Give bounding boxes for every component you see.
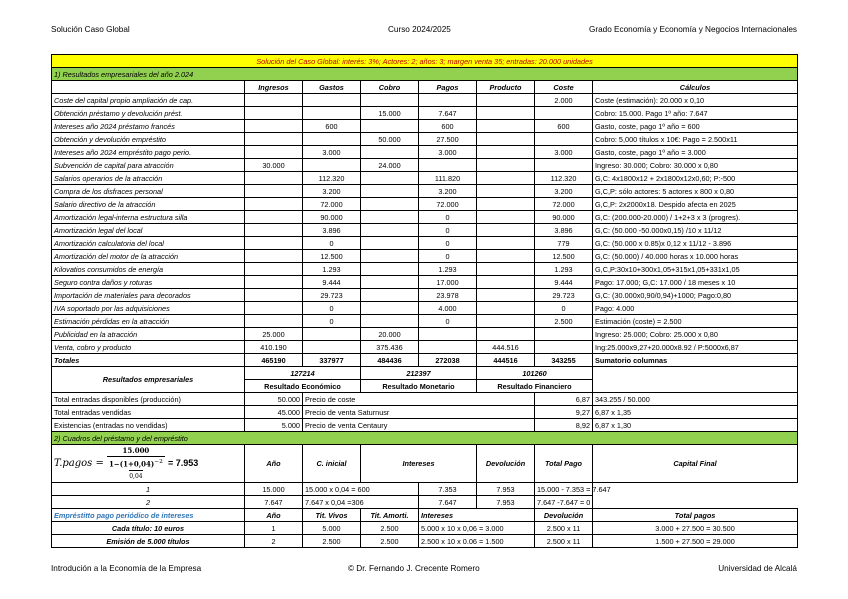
cell-ingresos	[245, 302, 303, 315]
table-row	[52, 172, 798, 185]
cell-ingresos	[245, 94, 303, 107]
section2-title-row	[52, 432, 798, 445]
cell-gastos	[303, 107, 361, 120]
table-row	[52, 107, 798, 120]
footer-right: Universidad de Alcalá	[718, 564, 797, 573]
result-economic-value: 127214	[245, 367, 361, 380]
cell-gastos: 29.723	[303, 289, 361, 302]
cell-gastos: 3.000	[303, 146, 361, 159]
extra-label: Total entradas disponibles (producción)	[52, 393, 245, 406]
loan-total-payment: 7.953	[477, 483, 535, 496]
bond-total-payments: 1.500 + 27.500 = 29.000	[593, 535, 798, 548]
results-label: Resultados empresariales	[52, 367, 245, 393]
header-center: Curso 2024/2025	[388, 25, 451, 34]
cell-calculos: Coste (estimación): 20.000 x 0,10	[593, 94, 798, 107]
cell-ingresos	[245, 263, 303, 276]
totals-note: Sumatorio columnas	[593, 354, 798, 367]
loan-final-capital: 15.000 - 7.353 = 7.647	[535, 483, 593, 496]
cell-gastos: 12.500	[303, 250, 361, 263]
table-row	[52, 393, 798, 406]
loan-row	[52, 483, 798, 496]
cell-coste: 2.500	[535, 315, 593, 328]
totals-row	[52, 354, 798, 367]
loan-col-total-pago: Total Pago	[535, 445, 593, 483]
cell-cobro	[361, 94, 419, 107]
cell-coste: 2.000	[535, 94, 593, 107]
cell-calculos: G,C: (50.000 -50.000x0,15) /10 x 11/12	[593, 224, 798, 237]
cell-pagos: 23.978	[419, 289, 477, 302]
bond-repayment: 2.500 x 11	[535, 522, 593, 535]
cell-cobro	[361, 120, 419, 133]
cell-calculos: Gasto, coste, pago 1º año = 600	[593, 120, 798, 133]
cell-gastos: 3.896	[303, 224, 361, 237]
cell-concept: Amortización del motor de la atracción	[52, 250, 245, 263]
formula-denominator	[107, 457, 165, 482]
cell-cobro: 20.000	[361, 328, 419, 341]
bond-col-intereses: Intereses	[419, 509, 535, 522]
cell-calculos: Cobro: 5,000 títulos x 10€: Pago = 2.500x11	[593, 133, 798, 146]
section1-title-row	[52, 68, 798, 81]
cell-producto	[477, 211, 535, 224]
result-financial-value: 101260	[477, 367, 593, 380]
total-gastos: 337977	[303, 354, 361, 367]
cell-coste	[535, 341, 593, 354]
bond-row	[52, 535, 798, 548]
col-header-ingresos: Ingresos	[245, 81, 303, 94]
cell-concept: Amortización calculatoria del local	[52, 237, 245, 250]
cell-producto	[477, 276, 535, 289]
bond-interest: 2.500 x 10 x 0.06 = 1.500	[419, 535, 535, 548]
cell-producto	[477, 302, 535, 315]
cell-concept: Seguro contra daños y roturas	[52, 276, 245, 289]
cell-pagos: 7.647	[419, 107, 477, 120]
cell-calculos: Estimación (coste) = 2.500	[593, 315, 798, 328]
cell-pagos: 0	[419, 211, 477, 224]
cell-pagos: 17.000	[419, 276, 477, 289]
price-calc: 343.255 / 50.000	[593, 393, 798, 406]
bond-year: 2	[245, 535, 303, 548]
cell-coste: 779	[535, 237, 593, 250]
cell-calculos: G,C,P: 2x2000x18. Despido afecta en 2025	[593, 198, 798, 211]
cell-pagos: 27.500	[419, 133, 477, 146]
cell-concept: Coste del capital propio ampliación de cap.	[52, 94, 245, 107]
formula-den-bottom: 0,04	[129, 470, 142, 482]
cell-concept: Compra de los disfraces personal	[52, 185, 245, 198]
cell-ingresos	[245, 146, 303, 159]
table-row	[52, 120, 798, 133]
bond-total-payments: 3.000 + 27.500 = 30.500	[593, 522, 798, 535]
banner-row	[52, 55, 798, 68]
cell-calculos: G,C: 4x1800x12 + 2x1800x12x0,60; P:-500	[593, 172, 798, 185]
cell-coste	[535, 107, 593, 120]
table-row	[52, 406, 798, 419]
cell-concept: Estimación pérdidas en la atracción	[52, 315, 245, 328]
section2-title: 2) Cuadros del préstamo y del empréstito	[52, 432, 798, 445]
cell-cobro: 24.000	[361, 159, 419, 172]
cell-coste: 112.320	[535, 172, 593, 185]
table-row	[52, 289, 798, 302]
cell-pagos: 0	[419, 224, 477, 237]
cell-ingresos	[245, 289, 303, 302]
cell-coste: 3.200	[535, 185, 593, 198]
loan-total-payment: 7.953	[477, 496, 535, 509]
cell-pagos	[419, 341, 477, 354]
col-header-pagos: Pagos	[419, 81, 477, 94]
bond-amortized-titles: 2.500	[361, 535, 419, 548]
cell-gastos: 112.320	[303, 172, 361, 185]
cell-gastos: 600	[303, 120, 361, 133]
cell-pagos: 3.000	[419, 146, 477, 159]
bond-live-titles: 5.000	[303, 522, 361, 535]
cell-coste: 3.896	[535, 224, 593, 237]
price-value: 6,87	[535, 393, 593, 406]
cell-cobro	[361, 198, 419, 211]
cell-cobro	[361, 250, 419, 263]
total-producto: 444516	[477, 354, 535, 367]
cell-concept: Obtención y devolución empréstito	[52, 133, 245, 146]
loan-interest: 15.000 x 0,04 = 600	[303, 483, 419, 496]
cell-gastos: 0	[303, 302, 361, 315]
bond-label: Empréstitto pago periódico de intereses	[52, 509, 245, 522]
price-value: 9,27	[535, 406, 593, 419]
cell-ingresos	[245, 172, 303, 185]
cell-producto	[477, 172, 535, 185]
cell-concept: IVA soportado por las adquisiciones	[52, 302, 245, 315]
total-ingresos: 465190	[245, 354, 303, 367]
table-row	[52, 302, 798, 315]
loan-col-capital-final: Capital Final	[593, 445, 798, 483]
cell-coste: 12.500	[535, 250, 593, 263]
total-pagos: 272038	[419, 354, 477, 367]
table-row	[52, 211, 798, 224]
cell-producto	[477, 120, 535, 133]
bond-repayment: 2.500 x 11	[535, 535, 593, 548]
totals-label: Totales	[52, 354, 245, 367]
cell-cobro	[361, 172, 419, 185]
price-calc: 6,87 x 1,30	[593, 419, 798, 432]
cell-coste: 90.000	[535, 211, 593, 224]
cell-gastos: 1.293	[303, 263, 361, 276]
loan-col-c-inicial: C. inicial	[303, 445, 361, 483]
table-row	[52, 328, 798, 341]
bond-amortized-titles: 2.500	[361, 522, 419, 535]
cell-ingresos	[245, 198, 303, 211]
extra-value: 45.000	[245, 406, 303, 419]
cell-gastos: 3.200	[303, 185, 361, 198]
cell-producto	[477, 107, 535, 120]
bond-description: Cada título: 10 euros	[52, 522, 245, 535]
table-row	[52, 419, 798, 432]
cell-gastos	[303, 94, 361, 107]
solution-spreadsheet	[51, 54, 798, 548]
price-label: Precio de venta Centaury	[303, 419, 535, 432]
cell-cobro: 50.000	[361, 133, 419, 146]
cell-coste: 600	[535, 120, 593, 133]
col-header-concept	[52, 81, 245, 94]
cell-producto	[477, 159, 535, 172]
cell-coste: 3.000	[535, 146, 593, 159]
section1-title: 1) Resultados empresariales del año 2.024	[52, 68, 798, 81]
cell-calculos: Ing:25.000x9,27+20.000x8.92 / P:5000x6,87	[593, 341, 798, 354]
extra-value: 5.000	[245, 419, 303, 432]
cell-cobro	[361, 302, 419, 315]
cell-concept: Publicidad en la atracción	[52, 328, 245, 341]
table-row	[52, 224, 798, 237]
cell-producto	[477, 198, 535, 211]
cell-cobro	[361, 276, 419, 289]
cell-pagos: 600	[419, 120, 477, 133]
cell-gastos: 72.000	[303, 198, 361, 211]
cell-cobro	[361, 263, 419, 276]
extra-label: Existencias (entradas no vendidas)	[52, 419, 245, 432]
table-row	[52, 94, 798, 107]
cell-coste: 1.293	[535, 263, 593, 276]
cell-producto	[477, 146, 535, 159]
cell-calculos: Gasto, coste, pago 1º año = 3.000	[593, 146, 798, 159]
col-header-calculos: Cálculos	[593, 81, 798, 94]
cell-producto	[477, 133, 535, 146]
cell-concept: Subvención de capital para atracción	[52, 159, 245, 172]
cell-ingresos	[245, 276, 303, 289]
loan-col-intereses: Intereses	[361, 445, 477, 483]
cell-producto	[477, 185, 535, 198]
cell-ingresos	[245, 211, 303, 224]
loan-row	[52, 496, 798, 509]
results-value-row	[52, 367, 798, 380]
loan-year: 1	[52, 483, 245, 496]
cell-concept: Amortización legal del local	[52, 224, 245, 237]
cell-coste: 72.000	[535, 198, 593, 211]
cell-pagos	[419, 94, 477, 107]
result-financial-label: Resultado Financiero	[477, 380, 593, 393]
cell-concept: Amortización legal-interna estructura silla	[52, 211, 245, 224]
result-economic-label: Resultado Económico	[245, 380, 361, 393]
cell-producto: 444.516	[477, 341, 535, 354]
cell-gastos: 0	[303, 237, 361, 250]
cell-concept: Kilovatios consumidos de energía	[52, 263, 245, 276]
cell-calculos: G,C: (50.000 x 0.85)x 0,12 x 11/12 - 3.896	[593, 237, 798, 250]
cell-ingresos: 410.190	[245, 341, 303, 354]
table-row	[52, 250, 798, 263]
formula-result: = 7.953	[167, 458, 199, 469]
result-monetary-label: Resultado Monetario	[361, 380, 477, 393]
cell-cobro	[361, 224, 419, 237]
cell-producto	[477, 315, 535, 328]
cell-coste: 29.723	[535, 289, 593, 302]
loan-interest: 7.647 x 0,04 =306	[303, 496, 419, 509]
loan-header-row	[52, 445, 798, 483]
table-row	[52, 133, 798, 146]
cell-calculos: G,C,P: sólo actores: 5 actores x 800 x 0,80	[593, 185, 798, 198]
cell-ingresos	[245, 237, 303, 250]
cell-gastos	[303, 159, 361, 172]
loan-initial: 7.647	[245, 496, 303, 509]
formula-numerator: 15.000	[107, 445, 165, 457]
cell-pagos: 0	[419, 315, 477, 328]
cell-calculos: G,C: (30.000x0,90/0,94)+1000; Pago:0,80	[593, 289, 798, 302]
formula-exponent: −2	[154, 459, 163, 465]
table-row	[52, 315, 798, 328]
cell-concept: Importación de materiales para decorados	[52, 289, 245, 302]
bond-col-ano: Año	[245, 509, 303, 522]
cell-producto	[477, 94, 535, 107]
loan-repayment: 7.353	[419, 483, 477, 496]
cell-calculos: Pago: 17.000; G,C: 17.000 / 18 meses x 10	[593, 276, 798, 289]
cell-concept: Intereses año 2024 préstamo francés	[52, 120, 245, 133]
cell-ingresos	[245, 315, 303, 328]
table-row	[52, 198, 798, 211]
cell-pagos: 111.820	[419, 172, 477, 185]
cell-cobro	[361, 237, 419, 250]
price-value: 8,92	[535, 419, 593, 432]
total-cobro: 484436	[361, 354, 419, 367]
loan-repayment: 7.647	[419, 496, 477, 509]
loan-final-capital: 7.647 -7.647 = 0	[535, 496, 593, 509]
cell-gastos: 90.000	[303, 211, 361, 224]
cell-gastos	[303, 328, 361, 341]
cell-pagos: 0	[419, 237, 477, 250]
header-right: Grado Economía y Economía y Negocios Internacionales	[589, 25, 797, 34]
banner: Solución del Caso Global: interés: 3%; Actores: 2; años: 3; margen venta 35; entradas: 20.000 unidades	[52, 55, 798, 68]
cell-pagos: 72.000	[419, 198, 477, 211]
cell-gastos	[303, 133, 361, 146]
cell-ingresos	[245, 224, 303, 237]
table-row	[52, 263, 798, 276]
cell-ingresos	[245, 107, 303, 120]
cell-gastos	[303, 341, 361, 354]
cell-cobro	[361, 315, 419, 328]
cell-ingresos	[245, 120, 303, 133]
table-row	[52, 146, 798, 159]
cell-pagos	[419, 328, 477, 341]
formula-fraction	[107, 445, 165, 482]
cell-ingresos: 30.000	[245, 159, 303, 172]
table-row	[52, 159, 798, 172]
bond-col-tit-amorti: Tit. Amorti.	[361, 509, 419, 522]
results-blank	[593, 367, 798, 393]
cell-concept: Intereses año 2024 empréstito pago perio.	[52, 146, 245, 159]
price-label: Precio de coste	[303, 393, 535, 406]
price-label: Precio de venta Saturnusr	[303, 406, 535, 419]
cell-producto	[477, 237, 535, 250]
result-monetary-value: 212397	[361, 367, 477, 380]
cell-coste	[535, 159, 593, 172]
cell-producto	[477, 224, 535, 237]
loan-year: 2	[52, 496, 245, 509]
cell-concept: Venta, cobro y producto	[52, 341, 245, 354]
cell-producto	[477, 263, 535, 276]
bond-interest: 5.000 x 10 x 0,06 = 3.000	[419, 522, 535, 535]
footer-center: © Dr. Fernando J. Crecente Romero	[348, 564, 480, 573]
cell-ingresos: 25.000	[245, 328, 303, 341]
total-coste: 343255	[535, 354, 593, 367]
bond-col-devolucion: Devolución	[535, 509, 593, 522]
cell-pagos: 3.200	[419, 185, 477, 198]
cell-cobro	[361, 185, 419, 198]
cell-ingresos	[245, 133, 303, 146]
cell-calculos: Ingreso: 30.000; Cobro: 30.000 x 0,80	[593, 159, 798, 172]
extra-value: 50.000	[245, 393, 303, 406]
cell-cobro: 375.436	[361, 341, 419, 354]
cell-calculos: Cobro: 15.000. Pago 1º año: 7.647	[593, 107, 798, 120]
loan-col-ano: Año	[245, 445, 303, 483]
cell-concept: Salario directivo de la atracción	[52, 198, 245, 211]
cell-calculos: Ingreso: 25.000; Cobro: 25.000 x 0,80	[593, 328, 798, 341]
cell-concept: Salarios operarios de la atracción	[52, 172, 245, 185]
cell-coste: 0	[535, 302, 593, 315]
cell-ingresos	[245, 185, 303, 198]
cell-calculos: Pago: 4.000	[593, 302, 798, 315]
bond-header-row	[52, 509, 798, 522]
cell-ingresos	[245, 250, 303, 263]
col-header-gastos: Gastos	[303, 81, 361, 94]
cell-producto	[477, 328, 535, 341]
extra-label: Total entradas vendidas	[52, 406, 245, 419]
section1-header-row	[52, 81, 798, 94]
cell-concept: Obtención préstamo y devolución prést.	[52, 107, 245, 120]
cell-cobro	[361, 146, 419, 159]
cell-calculos: G,C: (200.000-20.000) / 1+2+3 x 3 (progres).	[593, 211, 798, 224]
cell-coste: 9.444	[535, 276, 593, 289]
cell-gastos: 9.444	[303, 276, 361, 289]
cell-pagos: 4.000	[419, 302, 477, 315]
cell-pagos: 1.293	[419, 263, 477, 276]
cell-pagos	[419, 159, 477, 172]
header-left: Solución Caso Global	[51, 25, 130, 34]
cell-gastos: 0	[303, 315, 361, 328]
loan-col-devolucion: Devolución	[477, 445, 535, 483]
cell-calculos: G,C: (50.000) / 40.000 horas x 10.000 horas	[593, 250, 798, 263]
table-row	[52, 237, 798, 250]
cell-coste	[535, 328, 593, 341]
cell-cobro	[361, 289, 419, 302]
col-header-producto: Producto	[477, 81, 535, 94]
table-row	[52, 341, 798, 354]
col-header-cobro: Cobro	[361, 81, 419, 94]
payment-formula	[52, 445, 245, 483]
table-row	[52, 276, 798, 289]
cell-cobro	[361, 211, 419, 224]
bond-year: 1	[245, 522, 303, 535]
formula-den-top: 1−(1+0,04)	[109, 459, 155, 469]
cell-pagos: 0	[419, 250, 477, 263]
bond-col-total-pagos: Total pagos	[593, 509, 798, 522]
bond-row	[52, 522, 798, 535]
cell-producto	[477, 250, 535, 263]
loan-initial: 15.000	[245, 483, 303, 496]
footer-left: Introdución a la Economía de la Empresa	[51, 564, 202, 573]
cell-cobro: 15.000	[361, 107, 419, 120]
cell-coste	[535, 133, 593, 146]
formula-lhs: T.pagos =	[54, 458, 104, 470]
bond-description: Emisión de 5.000 títulos	[52, 535, 245, 548]
table-row	[52, 185, 798, 198]
col-header-coste: Coste	[535, 81, 593, 94]
cell-producto	[477, 289, 535, 302]
bond-col-tit-vivos: Tit. Vivos	[303, 509, 361, 522]
cell-calculos: G,C,P:30x10+300x1,05+315x1,05+331x1,05	[593, 263, 798, 276]
bond-live-titles: 2.500	[303, 535, 361, 548]
price-calc: 6,87 x 1,35	[593, 406, 798, 419]
